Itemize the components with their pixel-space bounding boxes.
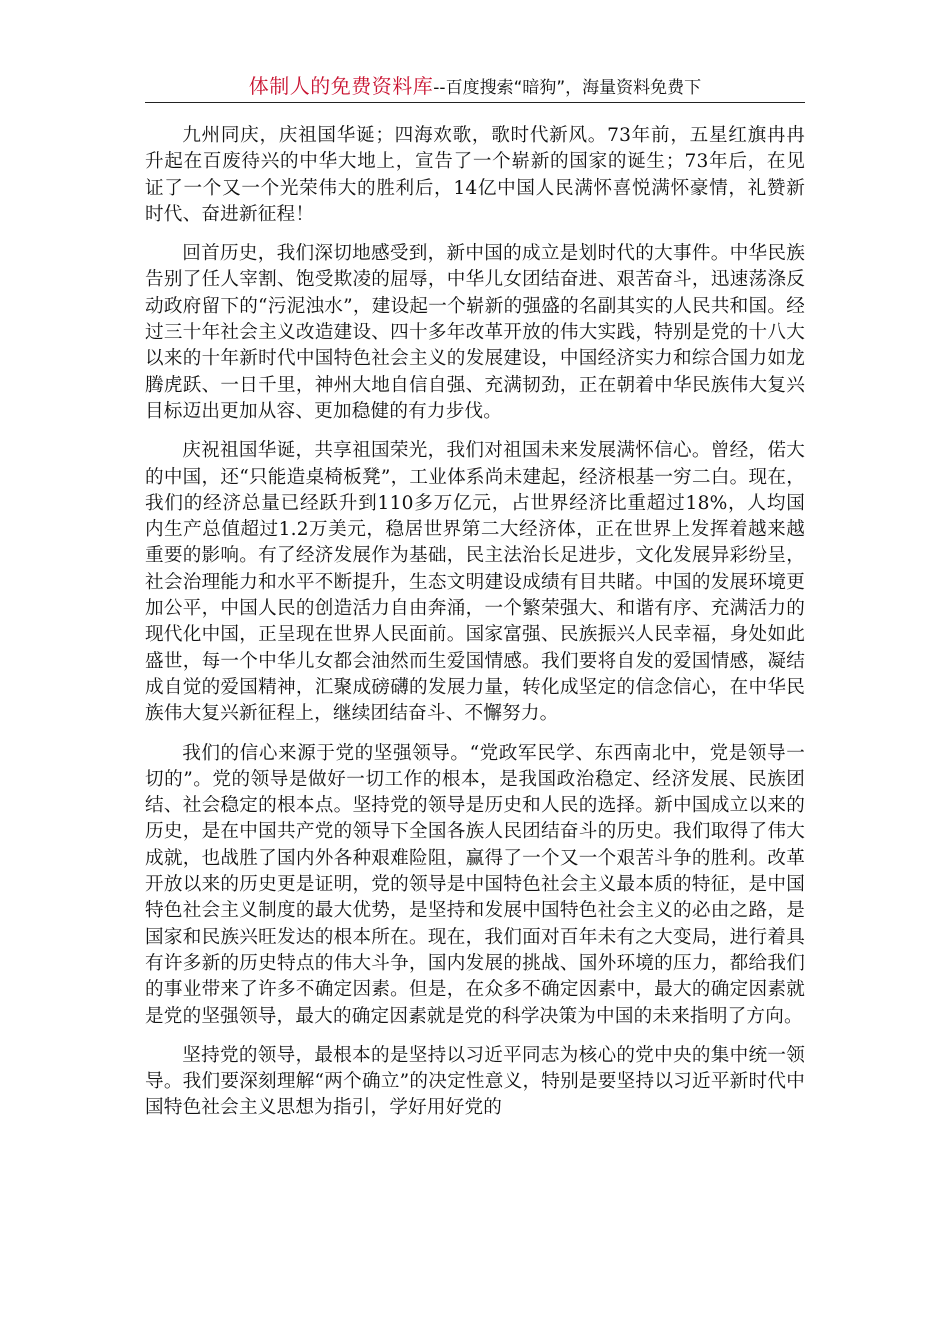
paragraph-5: 坚持党的领导，最根本的是坚持以习近平同志为核心的党中央的集中统一领导。我们要深刻理解“两个确立”的决定性意义，特别是要坚持以习近平新时代中国特色社会主义思想为指引，学好用好党的	[145, 1044, 805, 1119]
paragraph-1: 九州同庆，庆祖国华诞；四海欢歌，歌时代新风。73年前，五星红旗冉冉升起在百废待兴的中华大地上，宣告了一个崭新的国家的诞生；73年后，在见证了一个又一个光荣伟大的胜利后，14亿中国人民满怀喜悦满怀豪情，礼赞新时代、奋进新征程！	[145, 125, 805, 225]
article-body	[145, 123, 805, 1135]
paragraph-4: 我们的信心来源于党的坚强领导。“党政军民学、东西南北中，党是领导一切的”。党的领导是做好一切工作的根本，是我国政治稳定、经济发展、民族团结、社会稳定的根本点。坚持党的领导是历史和人民的选择。新中国成立以来的历史，是在中国共产党的领导下全国各族人民团结奋斗的历史。我们取得了伟大成就，也战胜了国内外各种艰难险阻，赢得了一个又一个艰苦斗争的胜利。改革开放以来的历史更是证明，党的领导是中国特色社会主义最本质的特征，是中国特色社会主义制度的最大优势，是坚持和发展中国特色社会主义的必由之路，是国家和民族兴旺发达的根本所在。现在，我们面对百年未有之大变局，进行着具有许多新的历史特点的伟大斗争，国内发展的挑战、国外环境的压力，都给我们的事业带来了许多不确定因素。但是，在众多不确定因素中，最大的确定因素就是党的坚强领导，最大的确定因素就是党的科学决策为中国的未来指明了方向。	[145, 742, 805, 1027]
page-header	[145, 70, 805, 103]
paragraph-3: 庆祝祖国华诞，共享祖国荣光，我们对祖国未来发展满怀信心。曾经，偌大的中国，还“只能造桌椅板凳”，工业体系尚未建起，经济根基一穷二白。现在，我们的经济总量已经跃升到110多万亿元，占世界经济比重超过18%，人均国内生产总值超过1.2万美元，稳居世界第二大经济体，正在世界上发挥着越来越重要的影响。有了经济发展作为基础，民主法治长足进步，文化发展异彩纷呈，社会治理能力和水平不断提升，生态文明建设成绩有目共睹。中国的发展环境更加公平，中国人民的创造活力自由奔涌，一个繁荣强大、和谐有序、充满活力的现代化中国，正呈现在世界人民面前。国家富强、民族振兴人民幸福，身处如此盛世，每一个中华儿女都会油然而生爱国情感。我们要将自发的爱国情感，凝结成自觉的爱国精神，汇聚成磅礴的发展力量，转化成坚定的信念信心，在中华民族伟大复兴新征程上，继续团结奋斗、不懈努力。	[145, 440, 805, 725]
header-brand: 体制人的免费资料库	[248, 74, 434, 98]
paragraph-2: 回首历史，我们深切地感受到，新中国的成立是划时代的大事件。中华民族告别了任人宰割、饱受欺凌的屈辱，中华儿女团结奋进、艰苦奋斗，迅速荡涤反动政府留下的“污泥浊水”，建设起一个崭新的强盛的名副其实的人民共和国。经过三十年社会主义改造建设、四十多年改革开放的伟大实践，特别是党的十八大以来的十年新时代中国特色社会主义的发展建设，中国经济实力和综合国力如龙腾虎跃、一日千里，神州大地自信自强、充满韧劲，正在朝着中华民族伟大复兴目标迈出更加从容、更加稳健的有力步伐。	[145, 243, 805, 422]
header-tagline: --百度搜索“暗狗”，海量资料免费下	[433, 78, 702, 98]
